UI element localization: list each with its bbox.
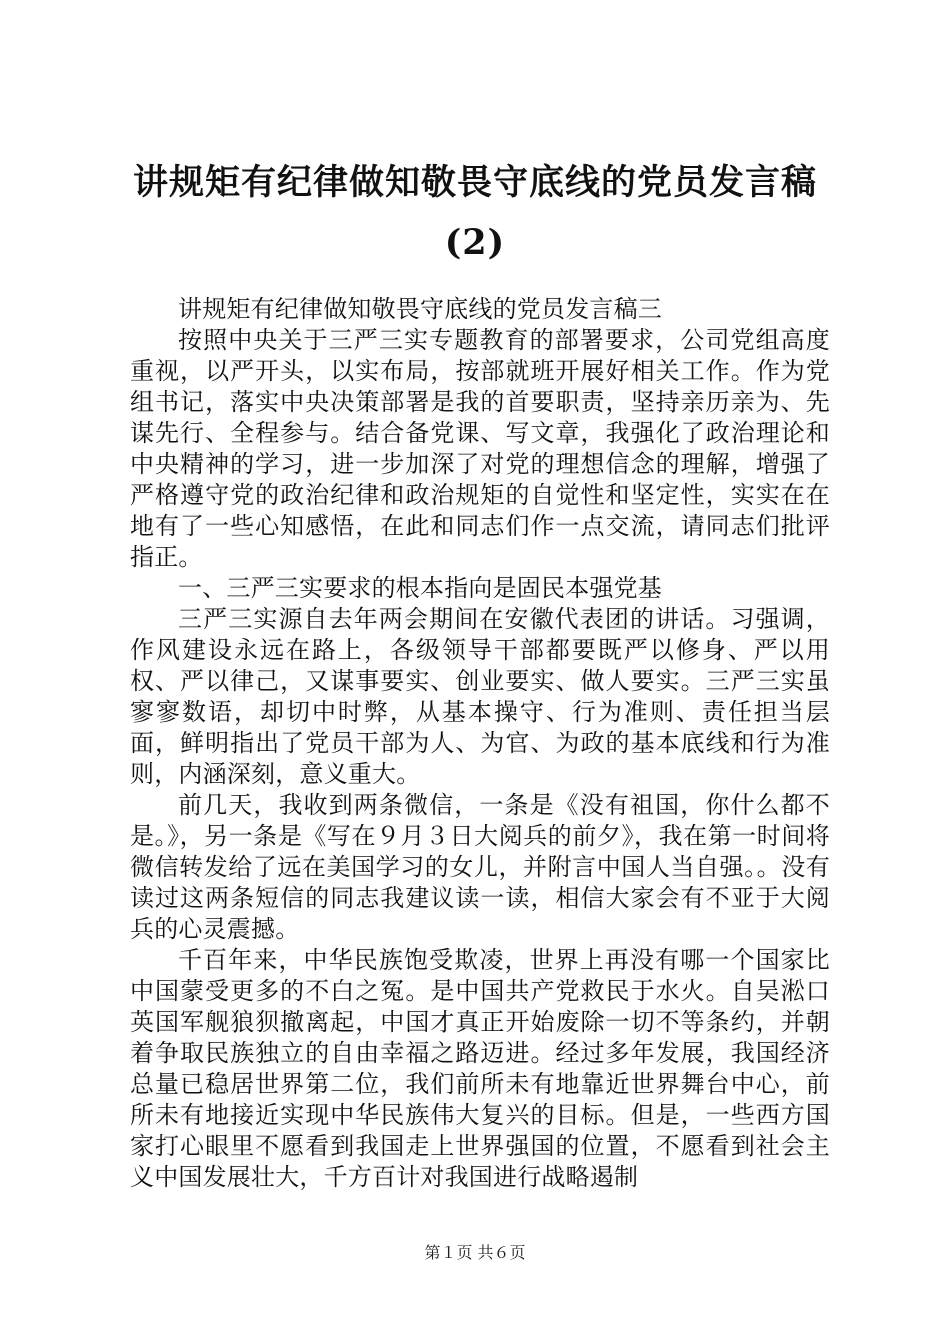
paragraph: 前几天，我收到两条微信，一条是《没有祖国，你什么都不是。》，另一条是《写在９月３日大阅兵的前夕》，我在第一时间将微信转发给了远在美国学习的女儿，并附言中国人当自强。。没有读过这两条短信的同志我建议读一读，相信大家会有不亚于大阅兵的心灵震撼。 bbox=[130, 791, 830, 943]
paragraph: 千百年来，中华民族饱受欺凌，世界上再没有哪一个国家比中国蒙受更多的不白之冤。是中国共产党救民于水火。自吴淞口英国军舰狼狈撤离起，中国才真正开始废除一切不等条约，并朝着争取民族独立的自由幸福之路迈进。经过多年发展，我国经济总量已稳居世界第二位，我们前所未有地靠近世界舞台中心，前所未有地接近实现中华民族伟大复兴的目标。但是，一些西方国家打心眼里不愿看到我国走上世界强国的位置，不愿看到社会主义中国发展壮大，千方百计对我国进行战略遏制 bbox=[130, 946, 830, 1191]
section-heading: 一、三严三实要求的根本指向是固民本强党基 bbox=[178, 574, 662, 602]
document-body bbox=[130, 294, 830, 1193]
document-title-suffix: (2) bbox=[444, 222, 506, 263]
document-title: 讲规矩有纪律做知敬畏守底线的党员发言稿 bbox=[132, 162, 817, 203]
page-number-footer: 第１页 共６页 bbox=[424, 1243, 526, 1262]
paragraph: 按照中央关于三严三实专题教育的部署要求，公司党组高度重视，以严开头，以实布局，按部就班开展好相关工作。作为党组书记，落实中央决策部署是我的首要职责，坚持亲历亲为、先谋先行、全程参与。结合备党课、写文章，我强化了政治理论和中央精神的学习，进一步加深了对党的理想信念的理解，增强了严格遵守党的政治纪律和政治规矩的自觉性和坚定性，实实在在地有了一些心知感悟，在此和同志们作一点交流，请同志们批评指正。 bbox=[130, 326, 830, 571]
paragraph-subtitle: 讲规矩有纪律做知敬畏守底线的党员发言稿三 bbox=[178, 295, 662, 323]
paragraph: 三严三实源自去年两会期间在安徽代表团的讲话。习强调，作风建设永远在路上，各级领导干部都要既严以修身、严以用权、严以律己，又谋事要实、创业要实、做人要实。三严三实虽寥寥数语，却切中时弊，从基本操守、行为准则、责任担当层面，鲜明指出了党员干部为人、为官、为政的基本底线和行为准则，内涵深刻，意义重大。 bbox=[130, 605, 830, 788]
